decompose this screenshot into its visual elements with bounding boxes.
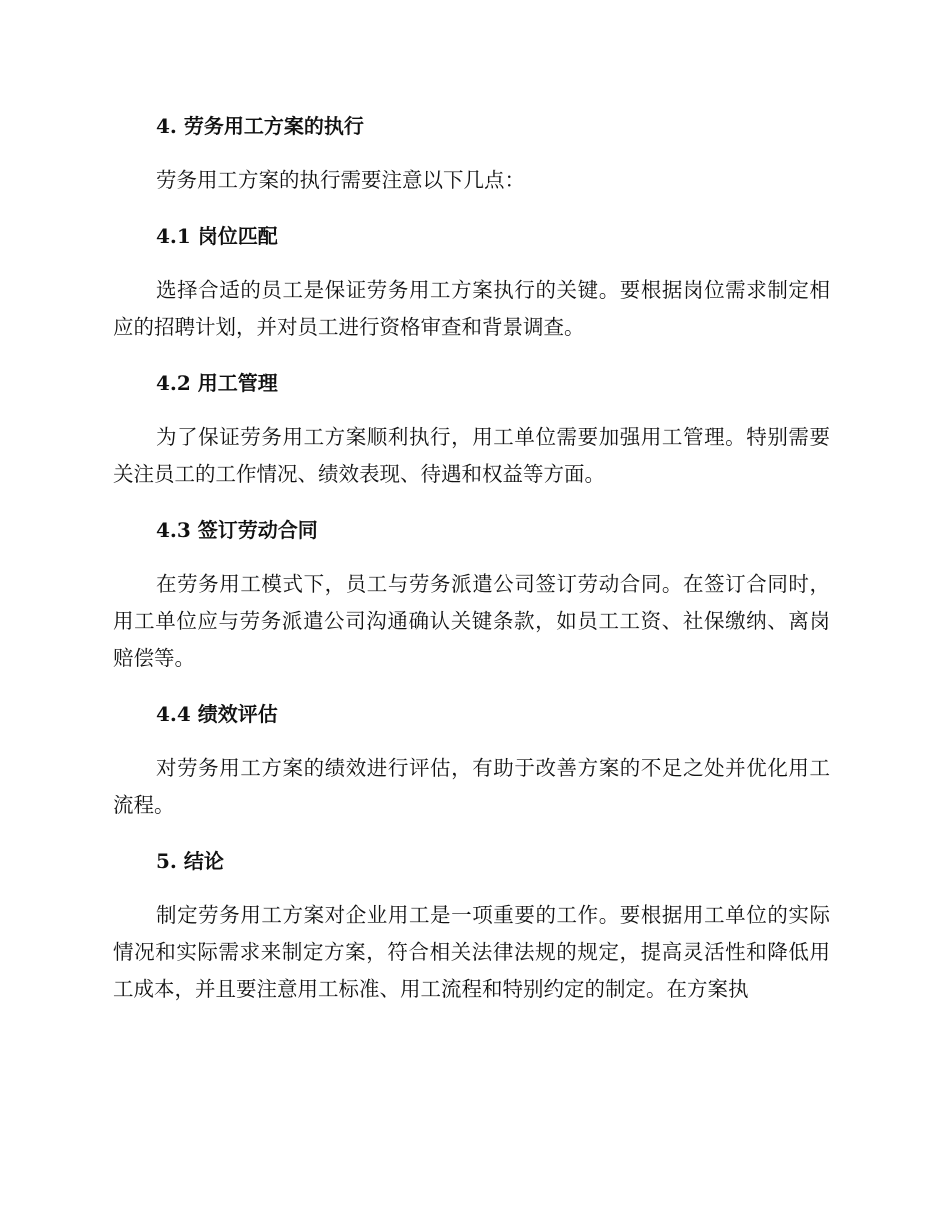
section-4-3-body: 在劳务用工模式下，员工与劳务派遣公司签订劳动合同。在签订合同时，用工单位应与劳务派遣公司沟通确认关键条款，如员工工资、社保缴纳、离岗赔偿等。 (113, 572, 830, 670)
section-heading-4-2: 4.2 用工管理 (156, 371, 278, 395)
section-heading-5: 5. 结论 (156, 849, 224, 873)
section-4-1-body: 选择合适的员工是保证劳务用工方案执行的关键。要根据岗位需求制定相应的招聘计划，并对员工进行资格审查和背景调查。 (113, 278, 830, 339)
section-4-intro: 劳务用工方案的执行需要注意以下几点： (156, 168, 525, 192)
section-5-body: 制定劳务用工方案对企业用工是一项重要的工作。要根据用工单位的实际情况和实际需求来制定方案，符合相关法律法规的规定，提高灵活性和降低用工成本，并且要注意用工标准、用工流程和特别约定的制定。在方案执 (113, 903, 830, 1001)
section-4-2-body: 为了保证劳务用工方案顺利执行，用工单位需要加强用工管理。特别需要关注员工的工作情况、绩效表现、待遇和权益等方面。 (113, 425, 830, 486)
section-heading-4-1: 4.1 岗位匹配 (156, 224, 278, 248)
section-heading-4-4: 4.4 绩效评估 (156, 702, 278, 726)
section-heading-4: 4. 劳务用工方案的执行 (156, 114, 364, 138)
document-body (113, 108, 830, 1008)
section-heading-4-3: 4.3 签订劳动合同 (156, 518, 318, 542)
section-4-4-body: 对劳务用工方案的绩效进行评估，有助于改善方案的不足之处并优化用工流程。 (113, 756, 830, 817)
